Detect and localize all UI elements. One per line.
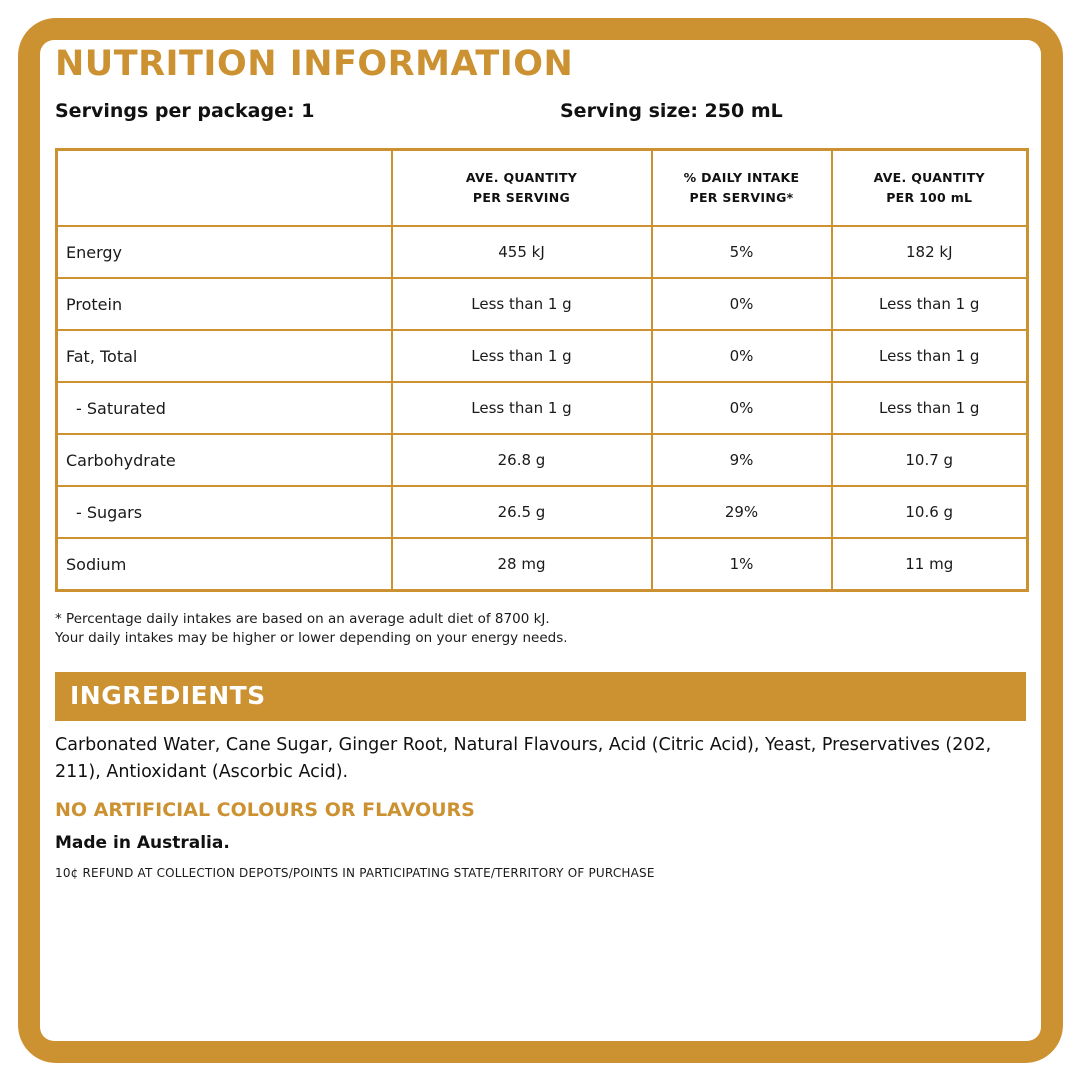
daily-intake-value: 0% bbox=[652, 382, 832, 434]
ingredients-header bbox=[55, 672, 1026, 721]
no-artificial-claim: NO ARTIFICIAL COLOURS OR FLAVOURS bbox=[55, 799, 475, 821]
header-per-serving bbox=[392, 150, 652, 227]
header-line: PER 100 mL bbox=[886, 190, 973, 205]
daily-intake-value: 5% bbox=[652, 226, 832, 278]
per-100ml-value: Less than 1 g bbox=[832, 278, 1028, 330]
nutrient-name: - Sugars bbox=[57, 486, 392, 538]
per-100ml-value: 10.6 g bbox=[832, 486, 1028, 538]
nutrient-name: Fat, Total bbox=[57, 330, 392, 382]
header-nutrient bbox=[57, 150, 392, 227]
header-per-100ml bbox=[832, 150, 1028, 227]
per-100ml-value: Less than 1 g bbox=[832, 382, 1028, 434]
nutrient-name: Energy bbox=[57, 226, 392, 278]
nutrient-name: - Saturated bbox=[57, 382, 392, 434]
per-100ml-value: Less than 1 g bbox=[832, 330, 1028, 382]
per-serving-value: 26.5 g bbox=[392, 486, 652, 538]
nutrient-name: Carbohydrate bbox=[57, 434, 392, 486]
header-line: AVE. QUANTITY bbox=[465, 170, 578, 185]
daily-intake-value: 0% bbox=[652, 330, 832, 382]
table-row bbox=[57, 538, 1028, 591]
per-serving-value: Less than 1 g bbox=[392, 382, 652, 434]
table-row bbox=[57, 330, 1028, 382]
footnote-line: * Percentage daily intakes are based on an average adult diet of 8700 kJ. bbox=[55, 611, 550, 627]
table-row bbox=[57, 434, 1028, 486]
page-title: NUTRITION INFORMATION bbox=[55, 44, 574, 84]
table-row bbox=[57, 486, 1028, 538]
per-serving-value: Less than 1 g bbox=[392, 278, 652, 330]
header-line: PER SERVING bbox=[472, 190, 571, 205]
nutrient-name: Protein bbox=[57, 278, 392, 330]
per-serving-value: 28 mg bbox=[392, 538, 652, 591]
country-of-origin: Made in Australia. bbox=[55, 833, 230, 853]
per-100ml-value: 10.7 g bbox=[832, 434, 1028, 486]
ingredients-list: Carbonated Water, Cane Sugar, Ginger Root, Natural Flavours, Acid (Citric Acid), Yeast, Preservatives (202, 211), Antioxidant (Ascorbic Acid). bbox=[55, 735, 992, 782]
daily-intake-footnote bbox=[55, 610, 568, 648]
per-serving-value: Less than 1 g bbox=[392, 330, 652, 382]
header-daily-intake bbox=[652, 150, 832, 227]
table-header-row bbox=[57, 150, 1028, 227]
header-line: % DAILY INTAKE bbox=[683, 170, 800, 185]
per-100ml-value: 11 mg bbox=[832, 538, 1028, 591]
footnote-line: Your daily intakes may be higher or lower depending on your energy needs. bbox=[55, 630, 568, 646]
table-row bbox=[57, 278, 1028, 330]
daily-intake-value: 0% bbox=[652, 278, 832, 330]
table-row bbox=[57, 226, 1028, 278]
header-line: PER SERVING* bbox=[689, 190, 794, 205]
daily-intake-value: 1% bbox=[652, 538, 832, 591]
daily-intake-value: 29% bbox=[652, 486, 832, 538]
per-serving-value: 455 kJ bbox=[392, 226, 652, 278]
nutrition-table bbox=[55, 148, 1029, 592]
servings-per-package: Servings per package: 1 bbox=[55, 100, 315, 122]
serving-size: Serving size: 250 mL bbox=[560, 100, 783, 122]
per-100ml-value: 182 kJ bbox=[832, 226, 1028, 278]
per-serving-value: 26.8 g bbox=[392, 434, 652, 486]
nutrient-name: Sodium bbox=[57, 538, 392, 591]
table-row bbox=[57, 382, 1028, 434]
ingredients-heading: INGREDIENTS bbox=[70, 681, 266, 710]
header-line: AVE. QUANTITY bbox=[873, 170, 985, 185]
refund-notice: 10¢ REFUND AT COLLECTION DEPOTS/POINTS IN PARTICIPATING STATE/TERRITORY OF PURCHASE bbox=[55, 866, 655, 880]
daily-intake-value: 9% bbox=[652, 434, 832, 486]
